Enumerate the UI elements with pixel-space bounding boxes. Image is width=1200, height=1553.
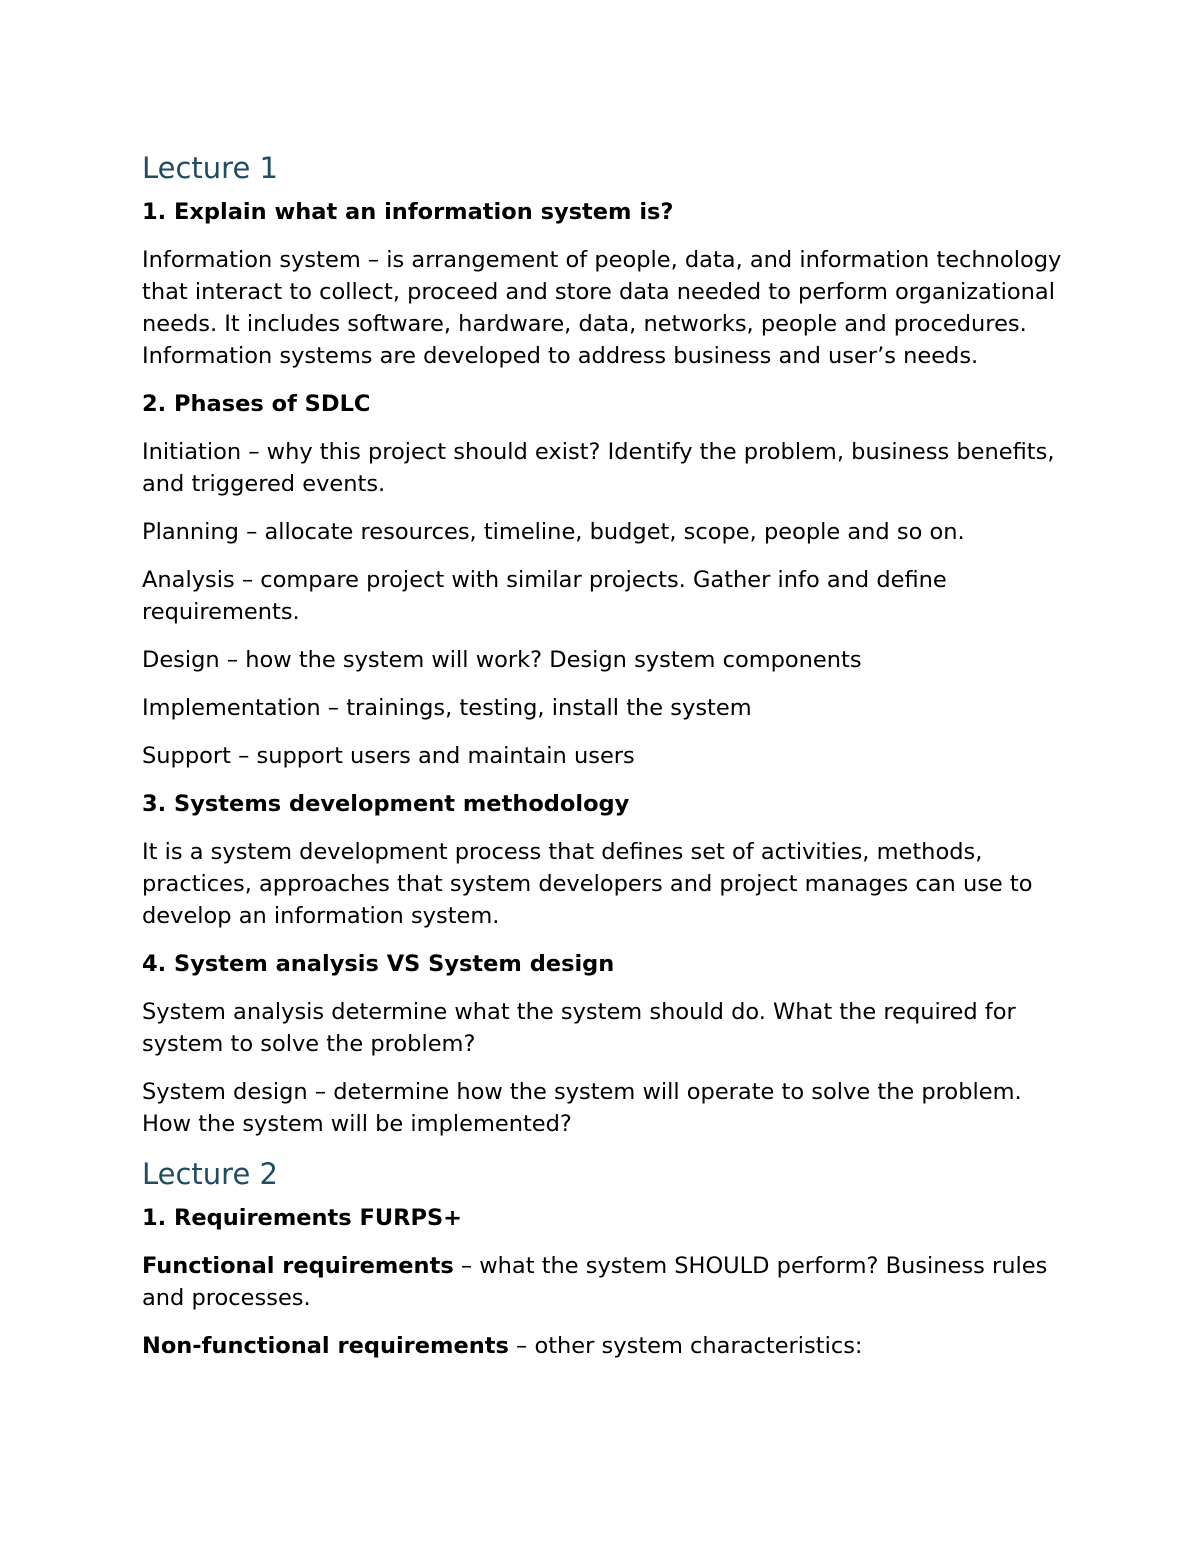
functional-requirements-term: Functional requirements (142, 1253, 454, 1279)
lecture-1-heading: Lecture 1 (142, 151, 278, 185)
nonfunctional-requirements-term: Non-functional requirements (142, 1333, 509, 1359)
sdlc-phase-analysis: Analysis – compare project with similar projects. Gather info and define requirements. (142, 567, 947, 625)
nonfunctional-requirements-text: – other system characteristics: (508, 1333, 863, 1359)
question-heading-sdlc-phases: 2. Phases of SDLC (142, 391, 371, 417)
system-design-paragraph: System design – determine how the system will operate to solve the problem. How the system will be implemented? (142, 1079, 1022, 1137)
document-page (142, 150, 1072, 1378)
question-heading-methodology: 3. Systems development methodology (142, 791, 630, 817)
functional-requirements-text: – what the system SHOULD perform? Business rules and processes. (142, 1253, 1048, 1311)
nonfunctional-requirements-paragraph (142, 1330, 1072, 1362)
sdlc-phase-design: Design – how the system will work? Design system components (142, 647, 862, 673)
lecture-2-heading: Lecture 2 (142, 1157, 278, 1191)
question-heading-furps: 1. Requirements FURPS+ (142, 1205, 463, 1231)
sdlc-phase-initiation: Initiation – why this project should exist? Identify the problem, business benefits, and triggered events. (142, 439, 1055, 497)
sdlc-phase-support: Support – support users and maintain users (142, 743, 635, 769)
methodology-paragraph: It is a system development process that defines set of activities, methods, practices, approaches that system developers and project manages can use to develop an information system. (142, 839, 1033, 929)
question-heading-information-system: 1. Explain what an information system is? (142, 199, 674, 225)
sdlc-phase-planning: Planning – allocate resources, timeline, budget, scope, people and so on. (142, 519, 965, 545)
functional-requirements-paragraph (142, 1250, 1072, 1314)
information-system-paragraph: Information system – is arrangement of people, data, and information technology that interact to collect, proceed and store data needed to perform organizational needs. It includes software, hardware, data, networks, people and procedures. Information systems are developed to address business and user’s needs. (142, 247, 1062, 369)
sdlc-phase-implementation: Implementation – trainings, testing, install the system (142, 695, 752, 721)
system-analysis-paragraph: System analysis determine what the system should do. What the required for system to solve the problem? (142, 999, 1016, 1057)
question-heading-analysis-vs-design: 4. System analysis VS System design (142, 951, 615, 977)
